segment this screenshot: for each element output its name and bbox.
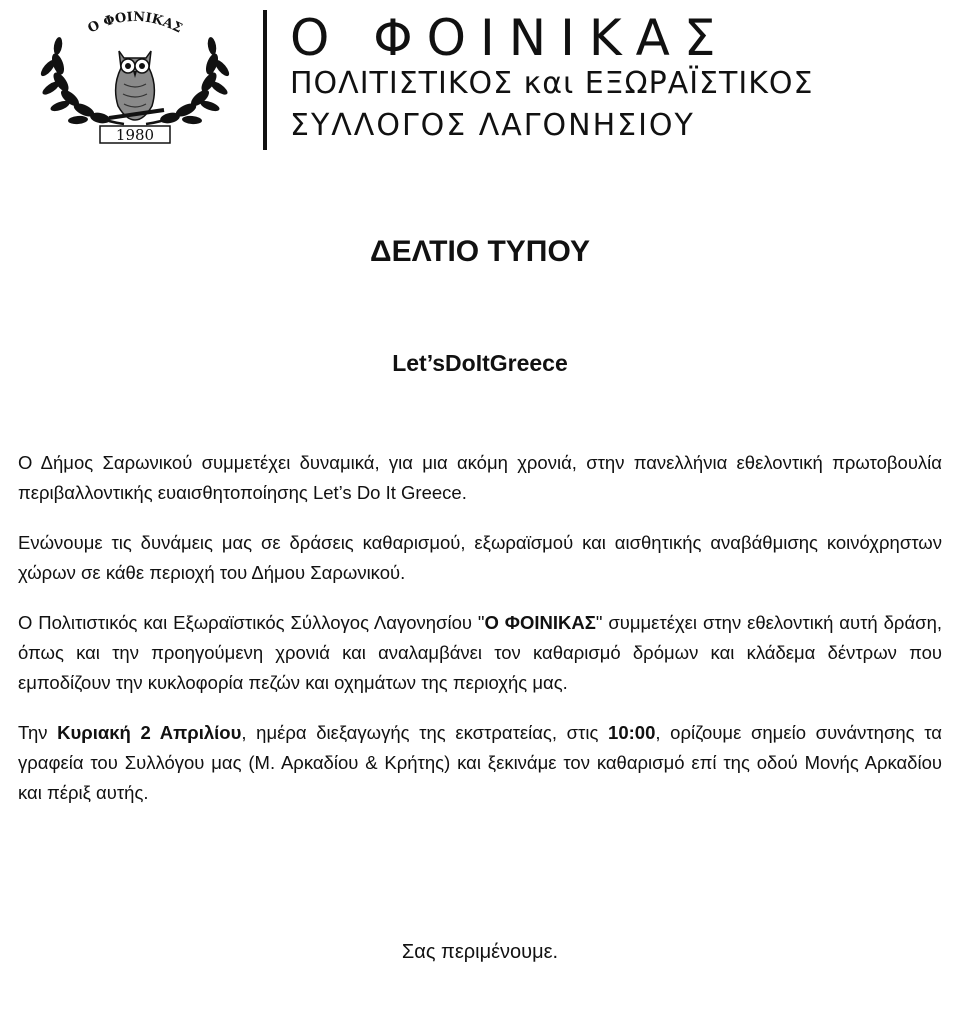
paragraph-4 <box>18 718 942 808</box>
org-subtitle-line2: ΣΥΛΛΟΓΟΣ ΛΑΓΟΝΗΣΙΟΥ <box>290 108 695 143</box>
association-name-bold: Ο ΦΟΙΝΙΚΑΣ <box>484 612 596 633</box>
paragraph-3-text-a: Ο Πολιτιστικός και Εξωραϊστικός Σύλλογος Λαγονησίου " <box>18 612 485 633</box>
paragraph-3-text-b: " συμμετέχει στην εθελοντική αυτή δράση, όπως και την προηγούμενη χρονιά και αναλαμβάνει τον καθαρισμό δρόμων και κλάδεμα δέντρων που εμποδίζουν την κυκλοφορία πεζών και οχημάτων της περιοχής μας. <box>18 612 942 693</box>
org-subtitle-line1: ΠΟΛΙΤΙΣΤΙΚΟΣ και ΕΞΩΡΑΪΣΤΙΚΟΣ <box>290 66 814 101</box>
logo-arc-textpath: Ο ΦΟΙΝΙΚΑΣ <box>85 9 185 37</box>
paragraph-2: Ενώνουμε τις δυνάμεις μας σε δράσεις καθαρισμού, εξωραϊσμού και αισθητικής αναβάθμισης κοινόχρηστων χώρων σε κάθε περιοχή του Δήμου Σαρωνικού. <box>18 532 942 583</box>
paragraph-4-text-c: , ορίζουμε σημείο συνάντησης τα γραφεία του Συλλόγου μας (Μ. Αρκαδίου & Κρήτης) και ξεκινάμε τον καθαρισμό επί της οδού Μονής Αρκαδίου και πέριξ αυτής. <box>18 722 942 803</box>
owl-figure <box>109 51 164 120</box>
press-release-body <box>18 448 942 828</box>
paragraph-4-text-b: , ημέρα διεξαγωγής της εκστρατείας, στις <box>241 722 609 743</box>
header-divider <box>263 10 267 150</box>
paragraph-4-text-a: Την <box>18 722 58 743</box>
event-date-bold: Κυριακή 2 Απριλίου <box>57 722 242 743</box>
paragraph-3 <box>18 608 942 698</box>
paragraph-1: Ο Δήμος Σαρωνικού συμμετέχει δυναμικά, για μια ακόμη χρονιά, στην πανελλήνια εθελοντική πρωτοβουλία περιβαλλοντικής ευαισθητοποίησης Let’s Do It Greece. <box>18 452 942 503</box>
logo-year: 1980 <box>115 126 155 144</box>
owl-wreath-icon <box>24 6 246 146</box>
logo-arc-text <box>86 10 185 37</box>
document-title: ΔΕΛΤΙΟ ΤΥΠΟΥ <box>370 235 590 268</box>
event-time-bold: 10:00 <box>608 722 656 743</box>
association-logo <box>24 6 246 146</box>
org-name: Ο ΦΟΙΝΙΚΑΣ <box>290 9 730 67</box>
closing-line: Σας περιμένουμε. <box>401 941 559 963</box>
laurel-left <box>39 36 124 125</box>
document-subtitle: Let’sDoItGreece <box>392 350 568 376</box>
